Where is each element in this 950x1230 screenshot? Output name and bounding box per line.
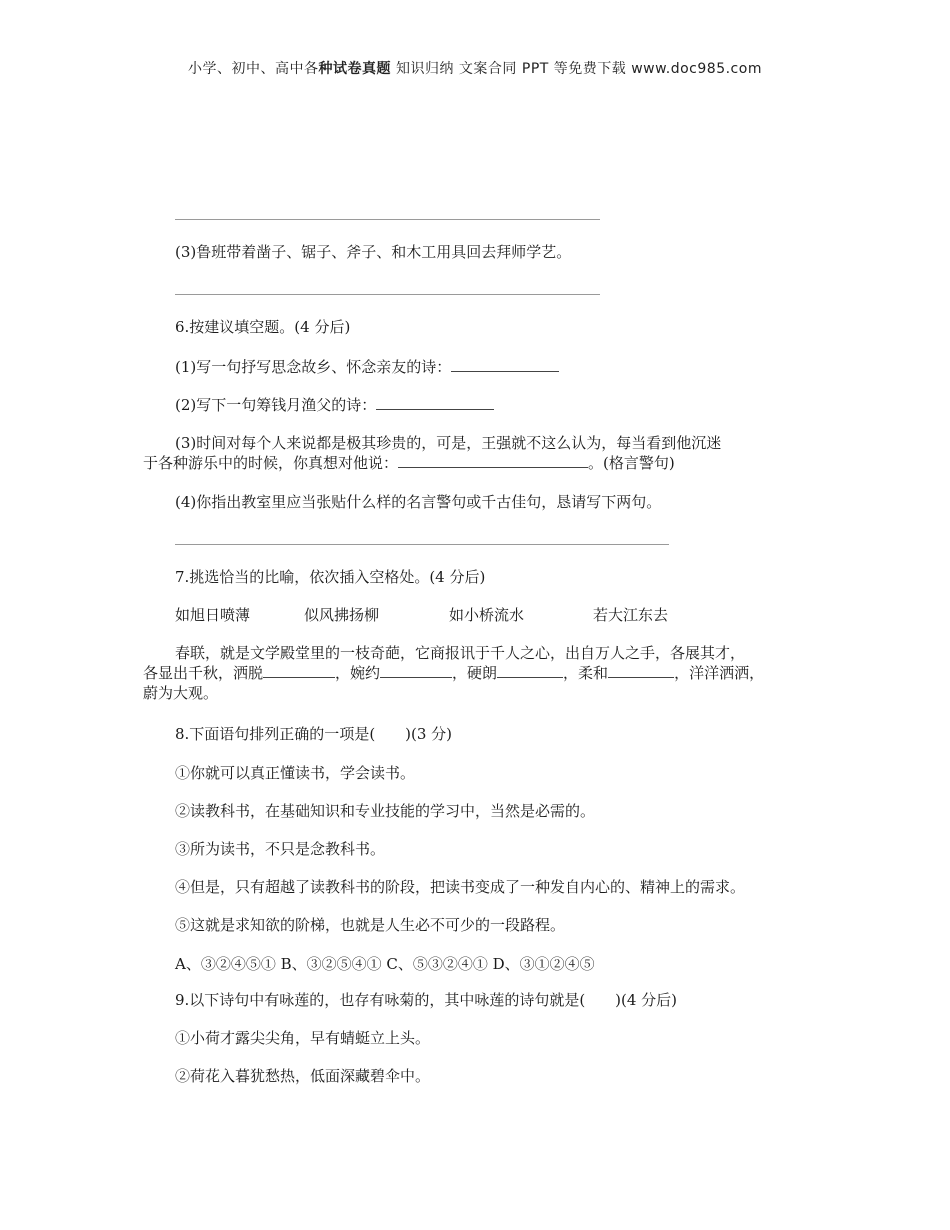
q7-paragraph-text: ，硬朗 (452, 664, 498, 682)
header-text-1: 小学、初中、高中各 (188, 61, 319, 77)
q6-item-3-end: 。(格言警句) (588, 454, 675, 472)
q6-item-1 (175, 357, 559, 377)
q9-title: 9.以下诗句中有咏莲的，也存有咏菊的，其中咏莲的诗句就是( )(4 分后) (175, 991, 678, 1009)
answer-line (175, 219, 600, 220)
q8-sentence-4: ④但是，只有超越了读教科书的阶段，把读书变成了一种发自内心的、精神上的需求。 (175, 878, 746, 896)
fill-blank[interactable] (263, 663, 335, 678)
q6-title: 6.按建议填空题。(4 分后) (175, 318, 351, 336)
q8-sentence-3: ③所为读书，不只是念教科书。 (175, 840, 386, 858)
q6-item-3 (143, 433, 823, 473)
answer-line (175, 544, 669, 545)
q7-paragraph-text: 各显出千秋，洒脱 (143, 664, 264, 682)
q7-paragraph-line-3: 蔚为大观。 (143, 684, 219, 702)
answer-line (175, 294, 600, 295)
q7-option: 如旭日喷薄 (175, 606, 251, 624)
fill-blank[interactable] (398, 453, 588, 468)
q7-option: 如小桥流水 (449, 606, 525, 624)
q6-item-2-text: (2)写下一句筹钱月渔父的诗： (175, 396, 377, 414)
q9-line-2: ②荷花入暮犹愁热，低面深藏碧伞中。 (175, 1067, 431, 1085)
q8-answer-choices: A、③②④⑤① B、③②⑤④① C、⑤③②④① D、③①②④⑤ (175, 955, 595, 973)
q7-option: 若大江东去 (593, 606, 669, 624)
q8-sentence-2: ②读教科书，在基础知识和专业技能的学习中，当然是必需的。 (175, 802, 596, 820)
q8-sentence-5: ⑤这就是求知欲的阶梯，也就是人生必不可少的一段路程。 (175, 916, 566, 934)
q7-title: 7.挑选恰当的比喻，依次插入空格处。(4 分后) (175, 568, 486, 586)
q8-sentence-1: ①你就可以真正懂读书，学会读书。 (175, 764, 416, 782)
q7-paragraph (143, 643, 823, 703)
q7-paragraph-text: ，柔和 (563, 664, 609, 682)
fill-blank[interactable] (376, 395, 494, 410)
fill-blank[interactable] (380, 663, 452, 678)
fill-blank[interactable] (451, 357, 559, 372)
header-text-2: 知识归纳 文案合同 PPT 等免费下载 (391, 61, 632, 77)
q6-item-3-line-2: 于各种游乐中的时候，你真想对他说： (143, 454, 399, 472)
fill-blank[interactable] (497, 663, 563, 678)
q6-item-4: (4)你指出教室里应当张贴什么样的名言警句或千古佳句，恳请写下两句。 (175, 493, 662, 511)
q6-item-3-line-1: (3)时间对每个人来说都是极其珍贵的，可是，王强就不这么认为，每当看到他沉迷 (175, 434, 722, 452)
header-text-bold: 种试卷真题 (318, 61, 392, 77)
q9-line-1: ①小荷才露尖尖角，早有蜻蜓立上头。 (175, 1029, 431, 1047)
q7-paragraph-text: ，洋洋洒洒， (674, 664, 765, 682)
fill-blank[interactable] (608, 663, 674, 678)
q7-paragraph-text: ，婉约 (335, 664, 381, 682)
q7-option: 似风拂扬柳 (304, 606, 380, 624)
q8-title: 8.下面语句排列正确的一项是( )(3 分) (175, 725, 453, 743)
page-header (0, 58, 950, 78)
q6-item-1-text: (1)写一句抒写思念故乡、怀念亲友的诗： (175, 358, 452, 376)
q5-item-3: (3)鲁班带着凿子、锯子、斧子、和木工用具回去拜师学艺。 (175, 243, 572, 261)
q7-options (175, 605, 668, 625)
q7-paragraph-line-1: 春联，就是文学殿堂里的一枝奇葩，它商报讯于千人之心，出自万人之手，各展其才， (175, 644, 746, 662)
q6-item-2 (175, 395, 494, 415)
header-url: www.doc985.com (631, 61, 762, 77)
